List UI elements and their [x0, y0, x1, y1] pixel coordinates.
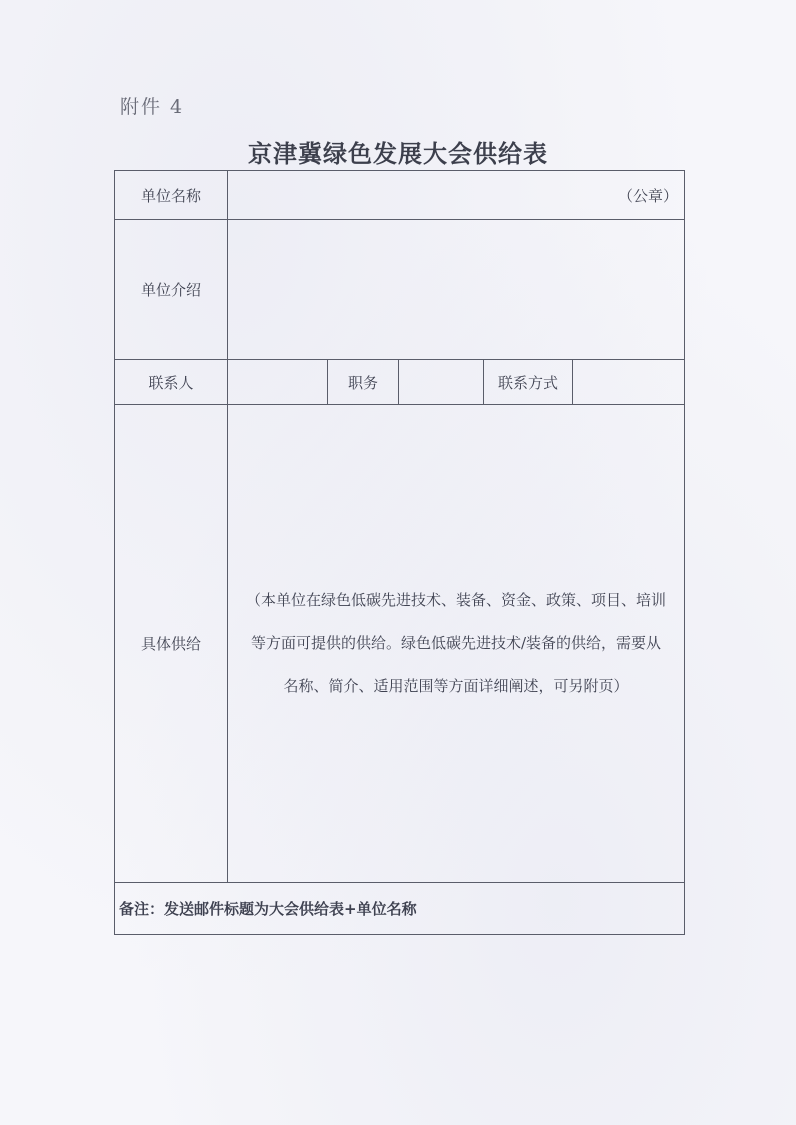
supply-label: 具体供给 [115, 405, 228, 883]
contact-field[interactable] [228, 360, 328, 405]
position-field[interactable] [399, 360, 484, 405]
unit-intro-label: 单位介绍 [115, 220, 228, 360]
contact-method-label: 联系方式 [484, 360, 573, 405]
seal-label: （公章） [618, 186, 679, 205]
unit-name-field[interactable] [228, 171, 685, 220]
supply-note-line-3: 名称、简介、适用范围等方面详细阐述，可另附页） [283, 677, 629, 695]
supply-field[interactable] [228, 405, 685, 883]
unit-name-label: 单位名称 [115, 171, 228, 220]
row-contact [115, 360, 685, 405]
supply-note-line-2: 等方面可提供的供给。绿色低碳先进技术/装备的供给，需要从 [251, 634, 662, 652]
supply-note-line-1: （本单位在绿色低碳先进技术、装备、资金、政策、项目、培训 [246, 591, 667, 609]
row-unit-intro [115, 220, 685, 360]
attachment-label: 附件 4 [120, 96, 185, 118]
contact-label: 联系人 [115, 360, 228, 405]
row-unit-name [115, 171, 685, 220]
position-label: 职务 [328, 360, 399, 405]
supply-form-table [114, 170, 685, 935]
contact-method-field[interactable] [573, 360, 685, 405]
remark-text: 备注：发送邮件标题为大会供给表+单位名称 [115, 883, 685, 935]
unit-intro-field[interactable] [228, 220, 685, 360]
row-supply [115, 405, 685, 883]
row-remark [115, 883, 685, 935]
document-title: 京津冀绿色发展大会供给表 [248, 139, 548, 168]
